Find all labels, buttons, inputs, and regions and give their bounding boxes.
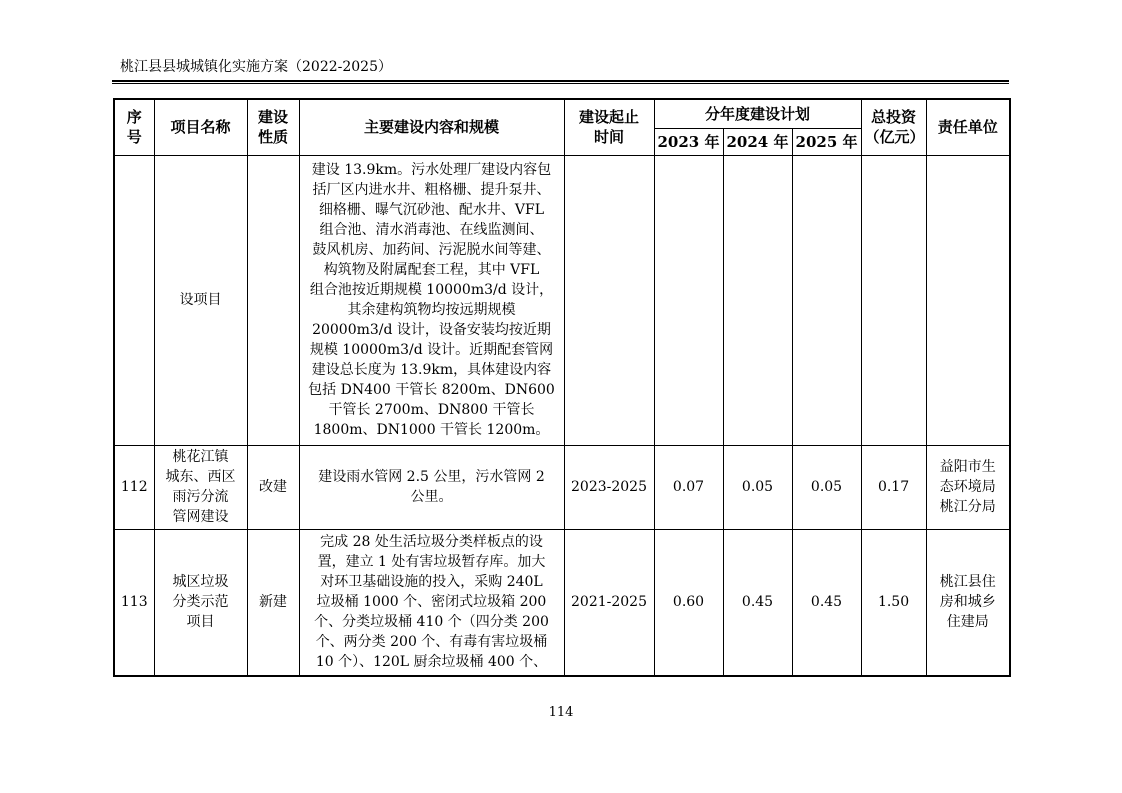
header-seq: 序 号 bbox=[114, 99, 154, 155]
table-row bbox=[114, 529, 1010, 676]
cell-name: 设项目 bbox=[154, 155, 247, 445]
cell-2025 bbox=[792, 155, 861, 445]
header-name: 项目名称 bbox=[154, 99, 247, 155]
header-responsible-unit: 责任单位 bbox=[926, 99, 1010, 155]
cell-nature bbox=[247, 155, 299, 445]
cell-nature: 新建 bbox=[247, 529, 299, 676]
cell-seq bbox=[114, 155, 154, 445]
cell-2023: 0.60 bbox=[654, 529, 723, 676]
header-period: 建设起止 时间 bbox=[564, 99, 654, 155]
header-annual-plan: 分年度建设计划 bbox=[654, 99, 861, 128]
cell-unit: 益阳市生 态环境局 桃江分局 bbox=[926, 445, 1010, 529]
header-content: 主要建设内容和规模 bbox=[299, 99, 564, 155]
cell-total: 1.50 bbox=[861, 529, 926, 676]
cell-2024: 0.05 bbox=[723, 445, 792, 529]
header-nature: 建设 性质 bbox=[247, 99, 299, 155]
cell-seq: 113 bbox=[114, 529, 154, 676]
cell-2024: 0.45 bbox=[723, 529, 792, 676]
cell-period: 2023-2025 bbox=[564, 445, 654, 529]
header-year-2024: 2024 年 bbox=[723, 128, 792, 155]
cell-2023: 0.07 bbox=[654, 445, 723, 529]
cell-unit: 桃江县住 房和城乡 住建局 bbox=[926, 529, 1010, 676]
cell-nature: 改建 bbox=[247, 445, 299, 529]
table-row bbox=[114, 155, 1010, 445]
header-year-2025: 2025 年 bbox=[792, 128, 861, 155]
cell-2025: 0.45 bbox=[792, 529, 861, 676]
cell-period: 2021-2025 bbox=[564, 529, 654, 676]
header-year-2023: 2023 年 bbox=[654, 128, 723, 155]
header-rule bbox=[112, 80, 1009, 82]
cell-total bbox=[861, 155, 926, 445]
cell-content: 完成 28 处生活垃圾分类样板点的设 置，建立 1 处有害垃圾暂存库。加大 对环卫基础设施的投入，采购 240L 垃圾桶 1000 个、密闭式垃圾箱 200 个、分类垃圾桶 410 个（四分类 200 个、两分类 200 个、有毒有害垃圾桶 10 个）、120L 厨余垃圾桶 400 个、 bbox=[299, 529, 564, 676]
cell-content: 建设 13.9km。污水处理厂建设内容包 括厂区内进水井、粗格栅、提升泵井、 细格栅、曝气沉砂池、配水井、VFL 组合池、清水消毒池、在线监测间、 鼓风机房、加药间、污泥脱水间等建、 构筑物及附属配套工程，其中 VFL 组合池按近期规模 10000m3/d 设计， 其余建构筑物均按远期规模 20000m3/d 设计，设备安装均按近期 规模 10000m3/d 设计。近期配套管网 建设总长度为 13.9km，具体建设内容 包括 DN400 干管长 8200m、DN600 干管长 2700m、DN800 干管长 1800m、DN1000 干管长 1200m。 bbox=[299, 155, 564, 445]
cell-2024 bbox=[723, 155, 792, 445]
cell-total: 0.17 bbox=[861, 445, 926, 529]
cell-name: 桃花江镇 城东、西区 雨污分流 管网建设 bbox=[154, 445, 247, 529]
cell-2025: 0.05 bbox=[792, 445, 861, 529]
cell-2023 bbox=[654, 155, 723, 445]
table-row bbox=[114, 445, 1010, 529]
cell-content: 建设雨水管网 2.5 公里，污水管网 2 公里。 bbox=[299, 445, 564, 529]
project-table bbox=[113, 98, 1011, 677]
cell-unit bbox=[926, 155, 1010, 445]
page-number: 114 bbox=[548, 705, 574, 720]
cell-period bbox=[564, 155, 654, 445]
header-rule-thin bbox=[112, 83, 1009, 84]
header-row-1 bbox=[114, 99, 1010, 128]
cell-seq: 112 bbox=[114, 445, 154, 529]
header-total-investment: 总投资 （亿元） bbox=[861, 99, 926, 155]
cell-name: 城区垃圾 分类示范 项目 bbox=[154, 529, 247, 676]
document-header-title: 桃江县县城城镇化实施方案（2022-2025） bbox=[120, 59, 392, 75]
